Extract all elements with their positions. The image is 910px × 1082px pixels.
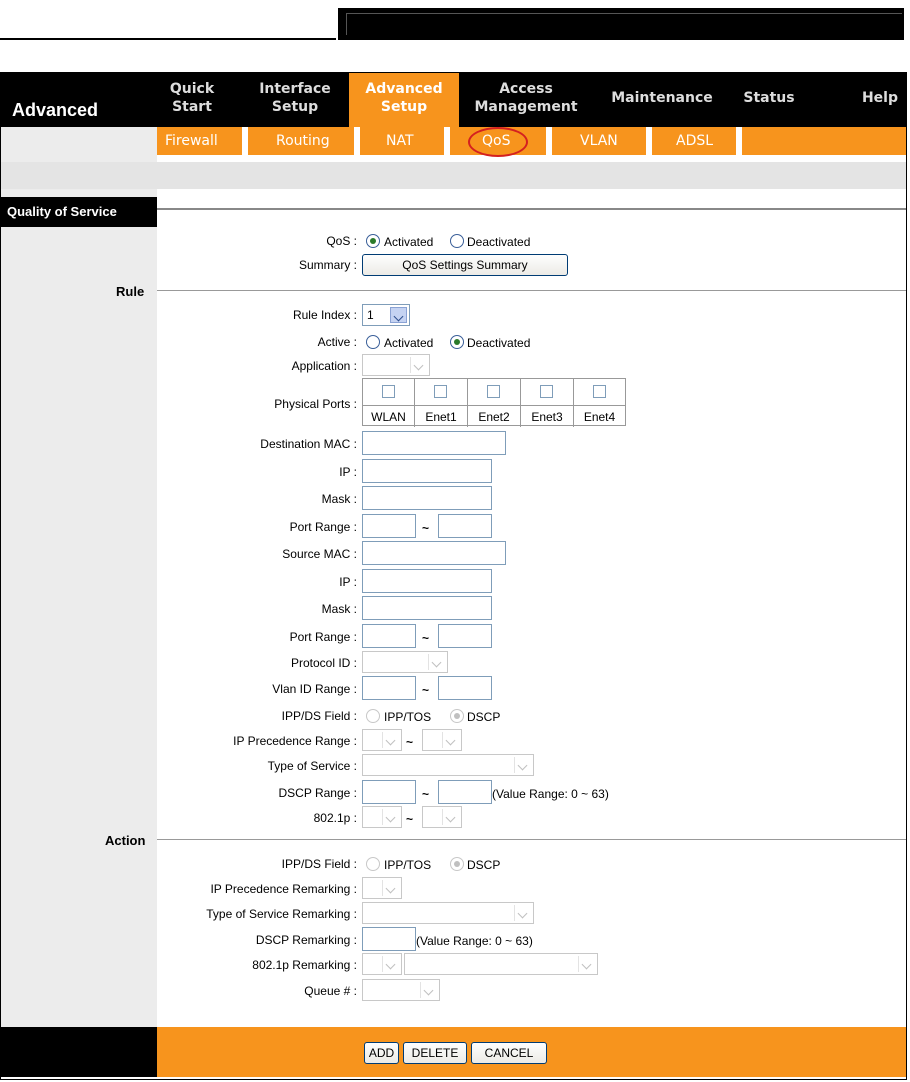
destination-mac-label: Destination MAC : bbox=[260, 437, 357, 451]
nav-access-management-line2: Management bbox=[474, 99, 578, 115]
action-ipp-tos-radio[interactable] bbox=[366, 857, 380, 871]
port-cell-enet4 bbox=[574, 379, 625, 427]
chevron-down-icon bbox=[442, 809, 459, 825]
rule-ipp-tos-radio[interactable] bbox=[366, 709, 380, 723]
rule-dscp-radio[interactable] bbox=[450, 709, 464, 723]
source-ip-label: IP : bbox=[339, 575, 357, 589]
source-port-start-input[interactable] bbox=[362, 624, 416, 648]
ip-precedence-start-select[interactable] bbox=[362, 729, 402, 751]
rule-index-select[interactable] bbox=[362, 304, 410, 326]
action-heading: Action bbox=[105, 833, 146, 848]
brand-title: Advanced bbox=[12, 100, 99, 120]
port-cell-enet1 bbox=[415, 379, 468, 427]
nav-status[interactable] bbox=[738, 89, 800, 107]
destination-ip-label: IP : bbox=[339, 465, 357, 479]
dot1p-end-select[interactable] bbox=[422, 806, 462, 828]
destination-mac-input[interactable] bbox=[362, 431, 506, 455]
port-enet1-checkbox[interactable] bbox=[434, 385, 447, 398]
nav-advanced-setup-line2: Setup bbox=[380, 99, 428, 115]
qos-highlight-circle bbox=[468, 127, 528, 157]
tilde: ~ bbox=[422, 683, 430, 697]
destination-ip-input[interactable] bbox=[362, 459, 492, 483]
source-mask-input[interactable] bbox=[362, 596, 492, 620]
port-wlan-label: WLAN bbox=[371, 410, 406, 424]
dot1p-remarking-select[interactable] bbox=[362, 953, 402, 975]
type-of-service-select[interactable] bbox=[362, 754, 534, 776]
rule-heading: Rule bbox=[116, 284, 145, 299]
ip-precedence-remarking-label: IP Precedence Remarking : bbox=[210, 882, 357, 896]
nav-advanced-setup-line1: Advanced bbox=[365, 81, 443, 97]
dscp-range-note: (Value Range: 0 ~ 63) bbox=[492, 787, 609, 801]
dot1p-start-select[interactable] bbox=[362, 806, 402, 828]
subnav-separator bbox=[736, 127, 742, 155]
section-title: Quality of Service bbox=[1, 197, 157, 227]
queue-label: Queue # : bbox=[304, 984, 357, 998]
active-label: Active : bbox=[317, 335, 357, 349]
chevron-down-icon bbox=[382, 732, 399, 748]
tos-remarking-select[interactable] bbox=[362, 902, 534, 924]
nav-access-management-line1: Access bbox=[499, 81, 553, 97]
page-header-box-inner bbox=[346, 13, 902, 35]
destination-mask-input[interactable] bbox=[362, 486, 492, 510]
qos-label: QoS : bbox=[326, 234, 357, 248]
cancel-button[interactable]: CANCEL bbox=[471, 1042, 547, 1064]
rule-dscp-label: DSCP bbox=[467, 710, 501, 724]
subnav-separator bbox=[646, 127, 652, 155]
chevron-down-icon bbox=[514, 905, 531, 921]
page-header-rule bbox=[0, 38, 336, 40]
source-mac-label: Source MAC : bbox=[282, 547, 357, 561]
type-of-service-label: Type of Service : bbox=[267, 759, 357, 773]
action-dscp-radio[interactable] bbox=[450, 857, 464, 871]
port-enet4-checkbox[interactable] bbox=[593, 385, 606, 398]
dot1p-remarking-label: 802.1p Remarking : bbox=[252, 958, 357, 972]
tilde: ~ bbox=[406, 735, 414, 749]
vlan-id-range-label: Vlan ID Range : bbox=[272, 682, 357, 696]
port-cell-enet3 bbox=[521, 379, 574, 427]
subnav-qos[interactable]: QoS bbox=[482, 133, 511, 149]
chevron-down-icon bbox=[514, 757, 531, 773]
chevron-down-icon bbox=[420, 982, 437, 998]
physical-ports-table bbox=[362, 378, 626, 426]
tilde: ~ bbox=[422, 631, 430, 645]
subnav-vlan[interactable]: VLAN bbox=[580, 133, 618, 149]
subnav-firewall[interactable]: Firewall bbox=[165, 133, 218, 149]
source-mask-label: Mask : bbox=[321, 602, 357, 616]
port-enet2-label: Enet2 bbox=[478, 410, 510, 424]
rule-index-value: 1 bbox=[367, 308, 374, 322]
footer-left bbox=[1, 1027, 157, 1077]
delete-button[interactable]: DELETE bbox=[403, 1042, 467, 1064]
action-divider bbox=[157, 839, 906, 840]
destination-port-start-input[interactable] bbox=[362, 514, 416, 538]
subnav-separator bbox=[354, 127, 360, 155]
port-wlan-checkbox[interactable] bbox=[382, 385, 395, 398]
add-button[interactable]: ADD bbox=[364, 1042, 399, 1064]
dscp-remarking-label: DSCP Remarking : bbox=[255, 933, 357, 947]
ip-precedence-end-select[interactable] bbox=[422, 729, 462, 751]
dscp-range-start-input[interactable] bbox=[362, 780, 416, 804]
vlan-id-start-input[interactable] bbox=[362, 676, 416, 700]
rule-ippds-label: IPP/DS Field : bbox=[281, 709, 357, 723]
chevron-down-icon bbox=[578, 956, 595, 972]
chevron-down-icon bbox=[390, 307, 407, 323]
destination-mask-label: Mask : bbox=[321, 492, 357, 506]
nav-status-line1: Status bbox=[743, 90, 795, 106]
nav-quick-start-line1: Quick bbox=[169, 81, 215, 97]
port-enet3-checkbox[interactable] bbox=[540, 385, 553, 398]
rule-index-label: Rule Index : bbox=[292, 308, 357, 322]
source-mac-input[interactable] bbox=[362, 541, 506, 565]
dscp-remarking-note: (Value Range: 0 ~ 63) bbox=[416, 934, 533, 948]
rule-divider bbox=[157, 290, 906, 291]
active-deactivated-radio[interactable] bbox=[450, 335, 464, 349]
subnav-separator bbox=[242, 127, 248, 155]
nav-access-management[interactable] bbox=[468, 80, 584, 116]
active-activated-radio[interactable] bbox=[366, 335, 380, 349]
subnav-separator bbox=[546, 127, 552, 155]
nav-maintenance-line1: Maintenance bbox=[611, 90, 713, 106]
chevron-down-icon bbox=[442, 732, 459, 748]
dot1p-label: 802.1p : bbox=[313, 811, 357, 825]
subnav-nat[interactable]: NAT bbox=[386, 133, 414, 149]
dot1p-remarking-detail-select[interactable] bbox=[404, 953, 598, 975]
qos-deactivated-label: Deactivated bbox=[467, 235, 531, 249]
destination-port-range-label: Port Range : bbox=[289, 520, 357, 534]
port-enet2-checkbox[interactable] bbox=[487, 385, 500, 398]
nav-maintenance[interactable] bbox=[604, 89, 720, 107]
nav-advanced-setup[interactable] bbox=[350, 80, 458, 116]
dscp-range-label: DSCP Range : bbox=[278, 786, 357, 800]
summary-label: Summary : bbox=[298, 258, 357, 272]
vlan-id-end-input[interactable] bbox=[438, 676, 492, 700]
tilde: ~ bbox=[406, 812, 414, 826]
chevron-down-icon bbox=[382, 880, 399, 896]
port-enet1-label: Enet1 bbox=[425, 410, 457, 424]
active-activated-label: Activated bbox=[384, 336, 434, 350]
source-port-range-label: Port Range : bbox=[289, 630, 357, 644]
active-deactivated-label: Deactivated bbox=[467, 336, 531, 350]
subnav-separator bbox=[444, 127, 450, 155]
port-enet4-label: Enet4 bbox=[583, 410, 616, 424]
ip-precedence-range-label: IP Precedence Range : bbox=[233, 734, 357, 748]
source-ip-input[interactable] bbox=[362, 569, 492, 593]
section-divider bbox=[157, 208, 906, 210]
nav-interface-setup[interactable] bbox=[250, 80, 340, 116]
application-label: Application : bbox=[291, 359, 357, 373]
chevron-down-icon bbox=[382, 956, 399, 972]
nav-quick-start-line2: Start bbox=[172, 99, 212, 115]
rule-ipp-tos-label: IPP/TOS bbox=[384, 710, 432, 724]
source-port-end-input[interactable] bbox=[438, 624, 492, 648]
qos-deactivated-radio[interactable] bbox=[450, 234, 464, 248]
protocol-id-select[interactable] bbox=[362, 651, 448, 673]
port-cell-wlan bbox=[363, 379, 415, 427]
queue-select[interactable] bbox=[362, 979, 440, 1001]
qos-activated-radio[interactable] bbox=[366, 234, 380, 248]
subnav-adsl[interactable]: ADSL bbox=[676, 133, 714, 149]
sub-nav bbox=[157, 127, 906, 155]
ip-precedence-remarking-select[interactable] bbox=[362, 877, 402, 899]
chevron-down-icon bbox=[382, 809, 399, 825]
subnav-routing[interactable]: Routing bbox=[276, 133, 330, 149]
protocol-id-label: Protocol ID : bbox=[290, 656, 357, 670]
application-select[interactable] bbox=[362, 354, 430, 376]
tos-remarking-label: Type of Service Remarking : bbox=[206, 907, 357, 921]
qos-settings-summary-button[interactable]: QoS Settings Summary bbox=[362, 254, 568, 276]
nav-interface-setup-line2: Setup bbox=[271, 99, 319, 115]
chevron-down-icon bbox=[410, 357, 427, 373]
chevron-down-icon bbox=[428, 654, 445, 670]
nav-quick-start[interactable] bbox=[162, 80, 222, 116]
info-band bbox=[1, 162, 906, 189]
port-enet3-label: Enet3 bbox=[531, 410, 563, 424]
port-cell-enet2 bbox=[468, 379, 521, 427]
qos-activated-label: Activated bbox=[384, 235, 434, 249]
dscp-range-end-input[interactable] bbox=[438, 780, 492, 804]
action-ipp-tos-label: IPP/TOS bbox=[384, 858, 432, 872]
nav-interface-setup-line1: Interface bbox=[259, 81, 331, 97]
physical-ports-label: Physical Ports : bbox=[274, 397, 357, 411]
destination-port-end-input[interactable] bbox=[438, 514, 492, 538]
dscp-remarking-input[interactable] bbox=[362, 927, 416, 951]
nav-help-line1: Help bbox=[861, 90, 899, 106]
tilde: ~ bbox=[422, 787, 430, 801]
nav-help[interactable] bbox=[858, 89, 902, 107]
tilde: ~ bbox=[422, 521, 430, 535]
action-dscp-label: DSCP bbox=[467, 858, 501, 872]
action-ippds-label: IPP/DS Field : bbox=[281, 857, 357, 871]
